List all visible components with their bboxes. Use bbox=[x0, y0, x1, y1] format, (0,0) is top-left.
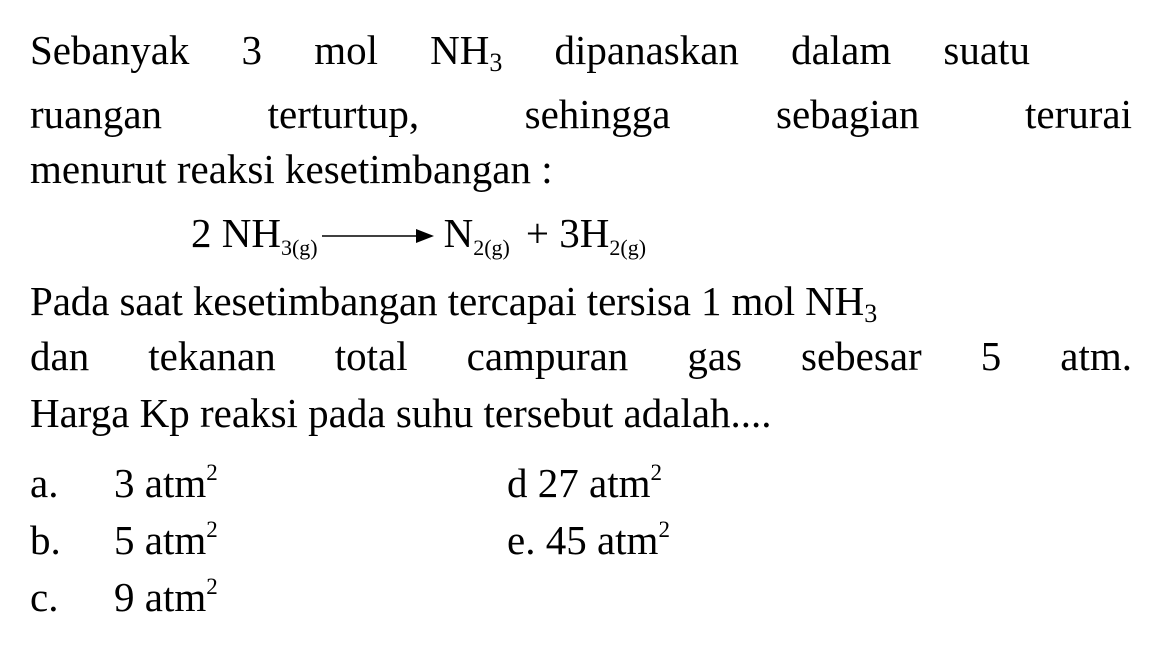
reaction-arrow-icon bbox=[322, 226, 436, 246]
question-line-4: Pada saat kesetimbangan tercapai tersisa 1 mol $NH_3$ bbox=[30, 278, 878, 328]
word: Sebanyak bbox=[30, 27, 190, 73]
word: gas bbox=[687, 333, 742, 379]
product-n2: $N_{2(g)}$ bbox=[443, 210, 510, 260]
word: terturtup, bbox=[267, 91, 420, 137]
option-a[interactable]: a. 3 atm$^2$ bbox=[30, 460, 218, 506]
word: total bbox=[334, 333, 408, 379]
reaction-equation bbox=[191, 208, 646, 258]
option-b[interactable]: b. 5 atm$^2$ bbox=[30, 517, 218, 563]
option-e[interactable]: e. 45 atm$^2$ bbox=[507, 517, 670, 563]
word: 5 bbox=[980, 333, 1002, 379]
word: dalam bbox=[791, 27, 892, 73]
question-line-5 bbox=[30, 331, 1132, 381]
word: suatu bbox=[943, 27, 1030, 73]
chemical-nh3: $NH_3$ bbox=[430, 27, 503, 77]
question-line-1 bbox=[30, 25, 1030, 75]
word: dan bbox=[30, 333, 90, 379]
word: dipanaskan bbox=[554, 27, 739, 73]
word: campuran bbox=[466, 333, 629, 379]
question-line-2 bbox=[30, 89, 1132, 139]
product-h2: + $3H_{2(g)}$ bbox=[525, 210, 647, 260]
word: terurai bbox=[1025, 91, 1132, 137]
option-d[interactable]: d 27 atm$^2$ bbox=[507, 460, 662, 506]
question-line-6: Harga Kp reaksi pada suhu tersebut adalah.... bbox=[30, 390, 772, 436]
option-c[interactable]: c. 9 atm$^2$ bbox=[30, 574, 218, 620]
reactant: 2 $NH_{3(g)}$ bbox=[191, 210, 318, 260]
word: sebesar bbox=[801, 333, 922, 379]
word: sehingga bbox=[524, 91, 671, 137]
word: sebagian bbox=[775, 91, 920, 137]
word: tekanan bbox=[148, 333, 276, 379]
question-line-3: menurut reaksi kesetimbangan : bbox=[30, 146, 553, 192]
word: ruangan bbox=[30, 91, 163, 137]
word: 3 bbox=[241, 27, 263, 73]
word: atm. bbox=[1060, 333, 1132, 379]
word: mol bbox=[314, 27, 378, 73]
